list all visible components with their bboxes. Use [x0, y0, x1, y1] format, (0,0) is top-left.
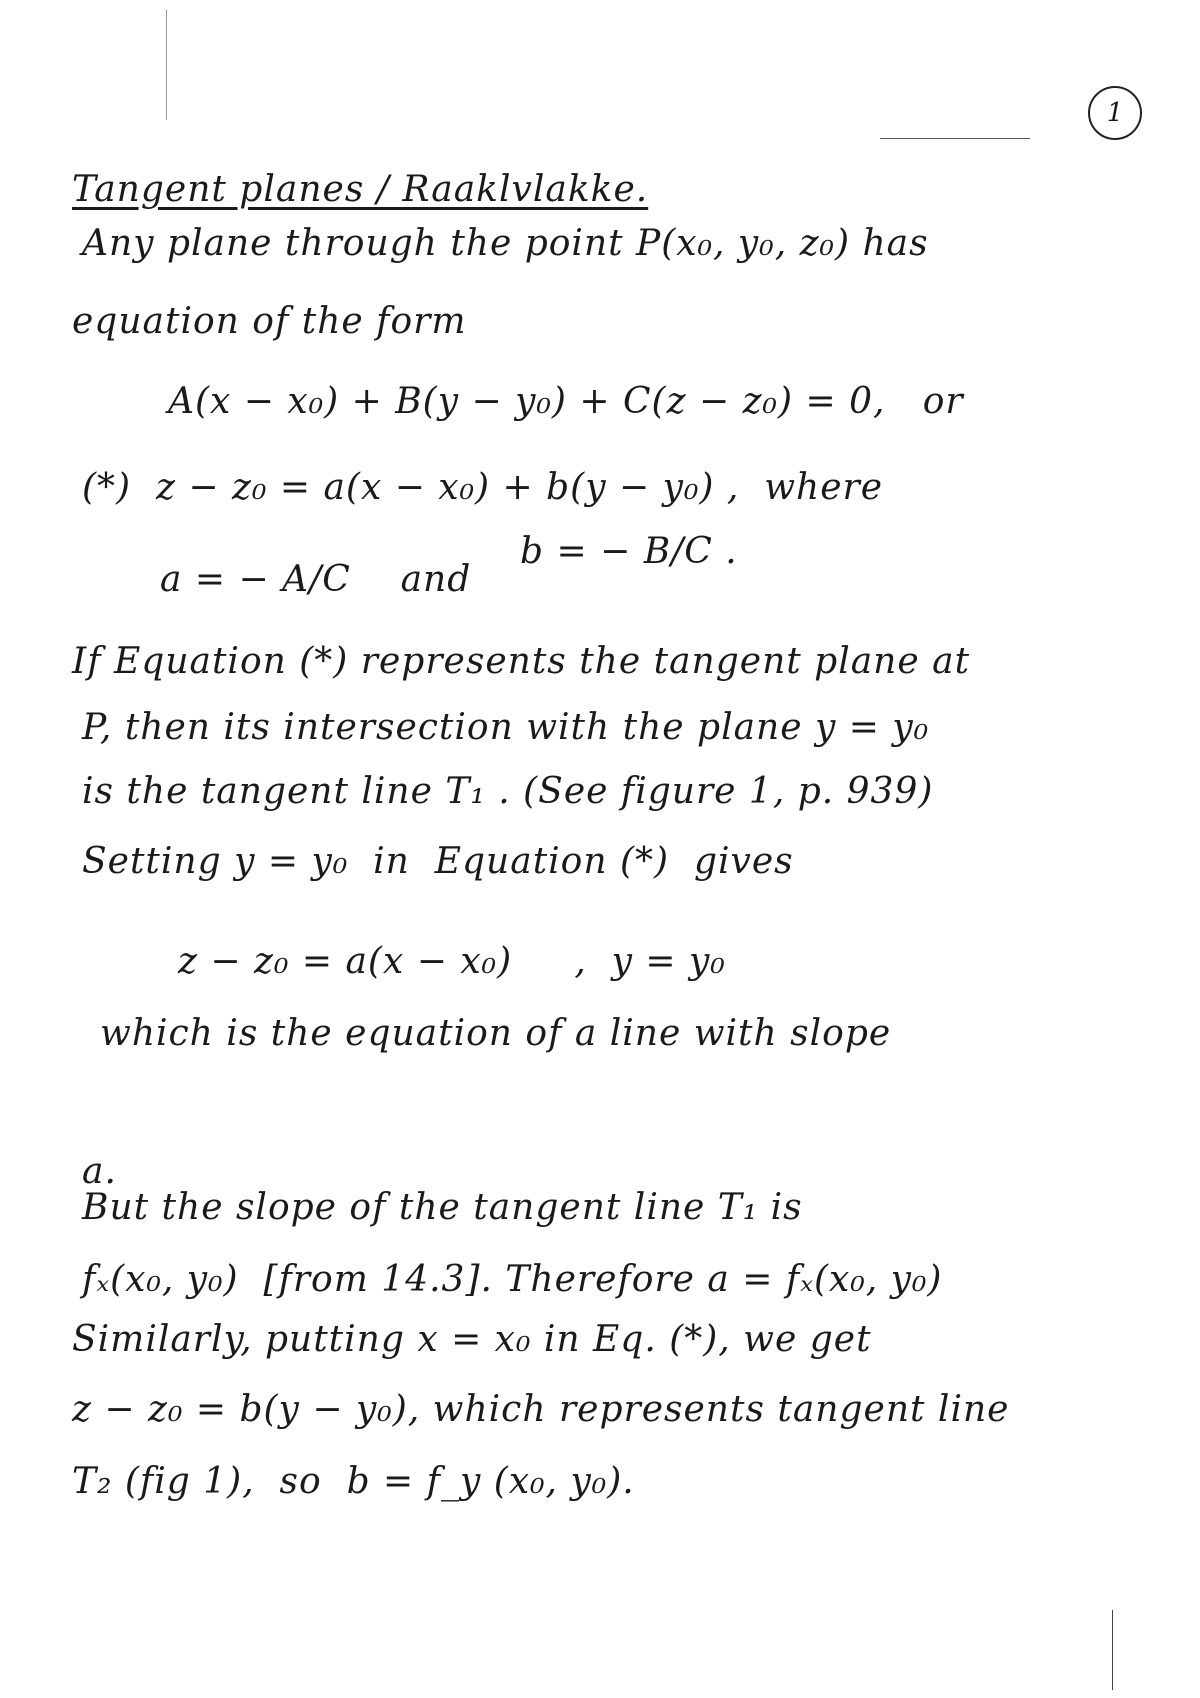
page-title: Tangent planes / Raaklvlakke. [72, 169, 649, 210]
text-line: a = − A/C and [160, 559, 472, 600]
page-number-circle: 1 [1088, 86, 1142, 140]
text-line: z − z₀ = a(x − x₀) , y = y₀ [178, 941, 726, 982]
text-line: Similarly, putting x = x₀ in Eq. (*), we get [72, 1319, 872, 1360]
text-line: Any plane through the point P(x₀, y₀, z₀) has [82, 223, 929, 264]
text-line: fₓ(x₀, y₀) [from 14.3]. Therefore a = fₓ(x₀, y₀) [82, 1259, 943, 1300]
text-line: which is the equation of a line with slope [100, 1013, 892, 1054]
text-line: b = − B/C . [520, 531, 738, 572]
text-line: T₂ (fig 1), so b = f_y (x₀, y₀). [72, 1461, 635, 1502]
text-line: equation of the form [72, 301, 467, 342]
text-line: Setting y = y₀ in Equation (*) gives [82, 841, 794, 882]
scan-artifact-line [1112, 1610, 1113, 1690]
text-line: a. [82, 1151, 117, 1192]
scan-artifact-line [166, 10, 167, 120]
text-line: P, then its intersection with the plane y = y₀ [82, 707, 930, 748]
text-line: But the slope of the tangent line T₁ is [82, 1187, 803, 1228]
text-line: is the tangent line T₁ . (See figure 1, p. 939) [82, 771, 934, 812]
text-line: z − z₀ = b(y − y₀), which represents tangent line [72, 1389, 1010, 1430]
header-rule [880, 138, 1030, 139]
text-line: (*) z − z₀ = a(x − x₀) + b(y − y₀) , where [82, 467, 884, 508]
text-line: If Equation (*) represents the tangent plane at [72, 641, 971, 682]
text-line: A(x − x₀) + B(y − y₀) + C(z − z₀) = 0, or [168, 381, 964, 422]
